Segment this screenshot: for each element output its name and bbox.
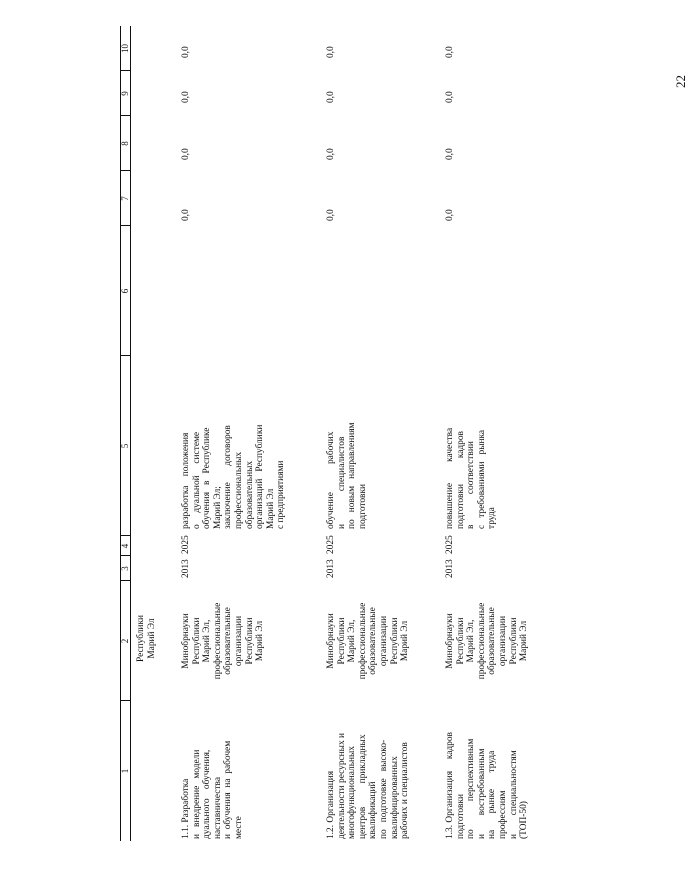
start-year: 2013 <box>445 559 455 578</box>
start-year: 2013 <box>326 559 336 578</box>
expected-result: разработка положения о дуальной системе обучения в Республике Марий Эл; заключение договоров профессиональных образовательных организаций Республики Марий Эл с предприятиями <box>181 424 287 529</box>
rotated-table <box>120 26 608 841</box>
header-separator <box>130 26 131 841</box>
col-divider <box>120 700 130 701</box>
value-col-10: 0,0 <box>326 46 336 58</box>
end-year: 2025 <box>326 535 336 554</box>
end-year: 2025 <box>181 535 191 554</box>
col-divider <box>120 580 130 581</box>
value-col-8: 0,0 <box>326 148 336 160</box>
col-divider <box>120 170 130 171</box>
value-col-9: 0,0 <box>326 91 336 103</box>
col-divider <box>120 355 130 356</box>
value-col-8: 0,0 <box>445 148 455 160</box>
executor: Минобрнауки Республики Марий Эл, профессиональные образовательные организации Республики Марий Эл <box>445 602 530 680</box>
start-year: 2013 <box>181 559 191 578</box>
value-col-7: 0,0 <box>181 209 191 221</box>
activity-name: 1.1. Разработка и внедрение модели дуального обучения, наставничества и обучения на рабочем месте <box>181 740 244 839</box>
activity-name: 1.2. Организация деятельности ресурсных и многофункциональных центров прикладных квалификаций по подготовке высоко- квалифицированных рабочих и специалистов <box>326 732 411 839</box>
value-col-8: 0,0 <box>181 148 191 160</box>
executor: Минобрнауки Республики Марий Эл, профессиональные образовательные организации Республики Марий Эл <box>326 602 411 680</box>
activity-name: 1.3. Организация кадров подготовки по перспективным и востребованным на рынке труда профессиям и специальностям (ТОП-50) <box>445 732 530 839</box>
value-col-7: 0,0 <box>445 209 455 221</box>
col-divider <box>120 70 130 71</box>
col-header-1: 1 <box>120 768 130 774</box>
value-col-9: 0,0 <box>181 91 191 103</box>
col-header-6: 6 <box>120 288 130 294</box>
col-divider <box>120 555 130 556</box>
value-col-9: 0,0 <box>445 91 455 103</box>
col-divider <box>120 225 130 226</box>
end-year: 2025 <box>445 535 455 554</box>
col-header-7: 7 <box>120 196 130 201</box>
col-header-3: 3 <box>120 566 130 571</box>
col-divider <box>120 535 130 536</box>
page-number: 22 <box>673 75 688 88</box>
col-header-9: 9 <box>120 91 130 96</box>
value-col-10: 0,0 <box>181 46 191 58</box>
col-header-8: 8 <box>120 141 130 146</box>
value-col-7: 0,0 <box>326 209 336 221</box>
col-header-4: 4 <box>120 543 130 549</box>
expected-result: повышение качества подготовки кадров в соответствии с требованиями рынка труда <box>445 427 498 529</box>
col-header-5: 5 <box>120 443 130 449</box>
value-col-10: 0,0 <box>445 46 455 58</box>
executor: Минобрнауки Республики Марий Эл, профессиональные образовательные организации Республики Марий Эл <box>181 602 266 680</box>
col-header-2: 2 <box>120 638 130 644</box>
expected-result: обучение рабочих и специалистов по новым направлениям подготовки <box>326 422 368 529</box>
col-divider <box>120 115 130 116</box>
continued-executor: Республики Марий Эл <box>136 614 157 663</box>
col-header-10: 10 <box>120 44 130 53</box>
